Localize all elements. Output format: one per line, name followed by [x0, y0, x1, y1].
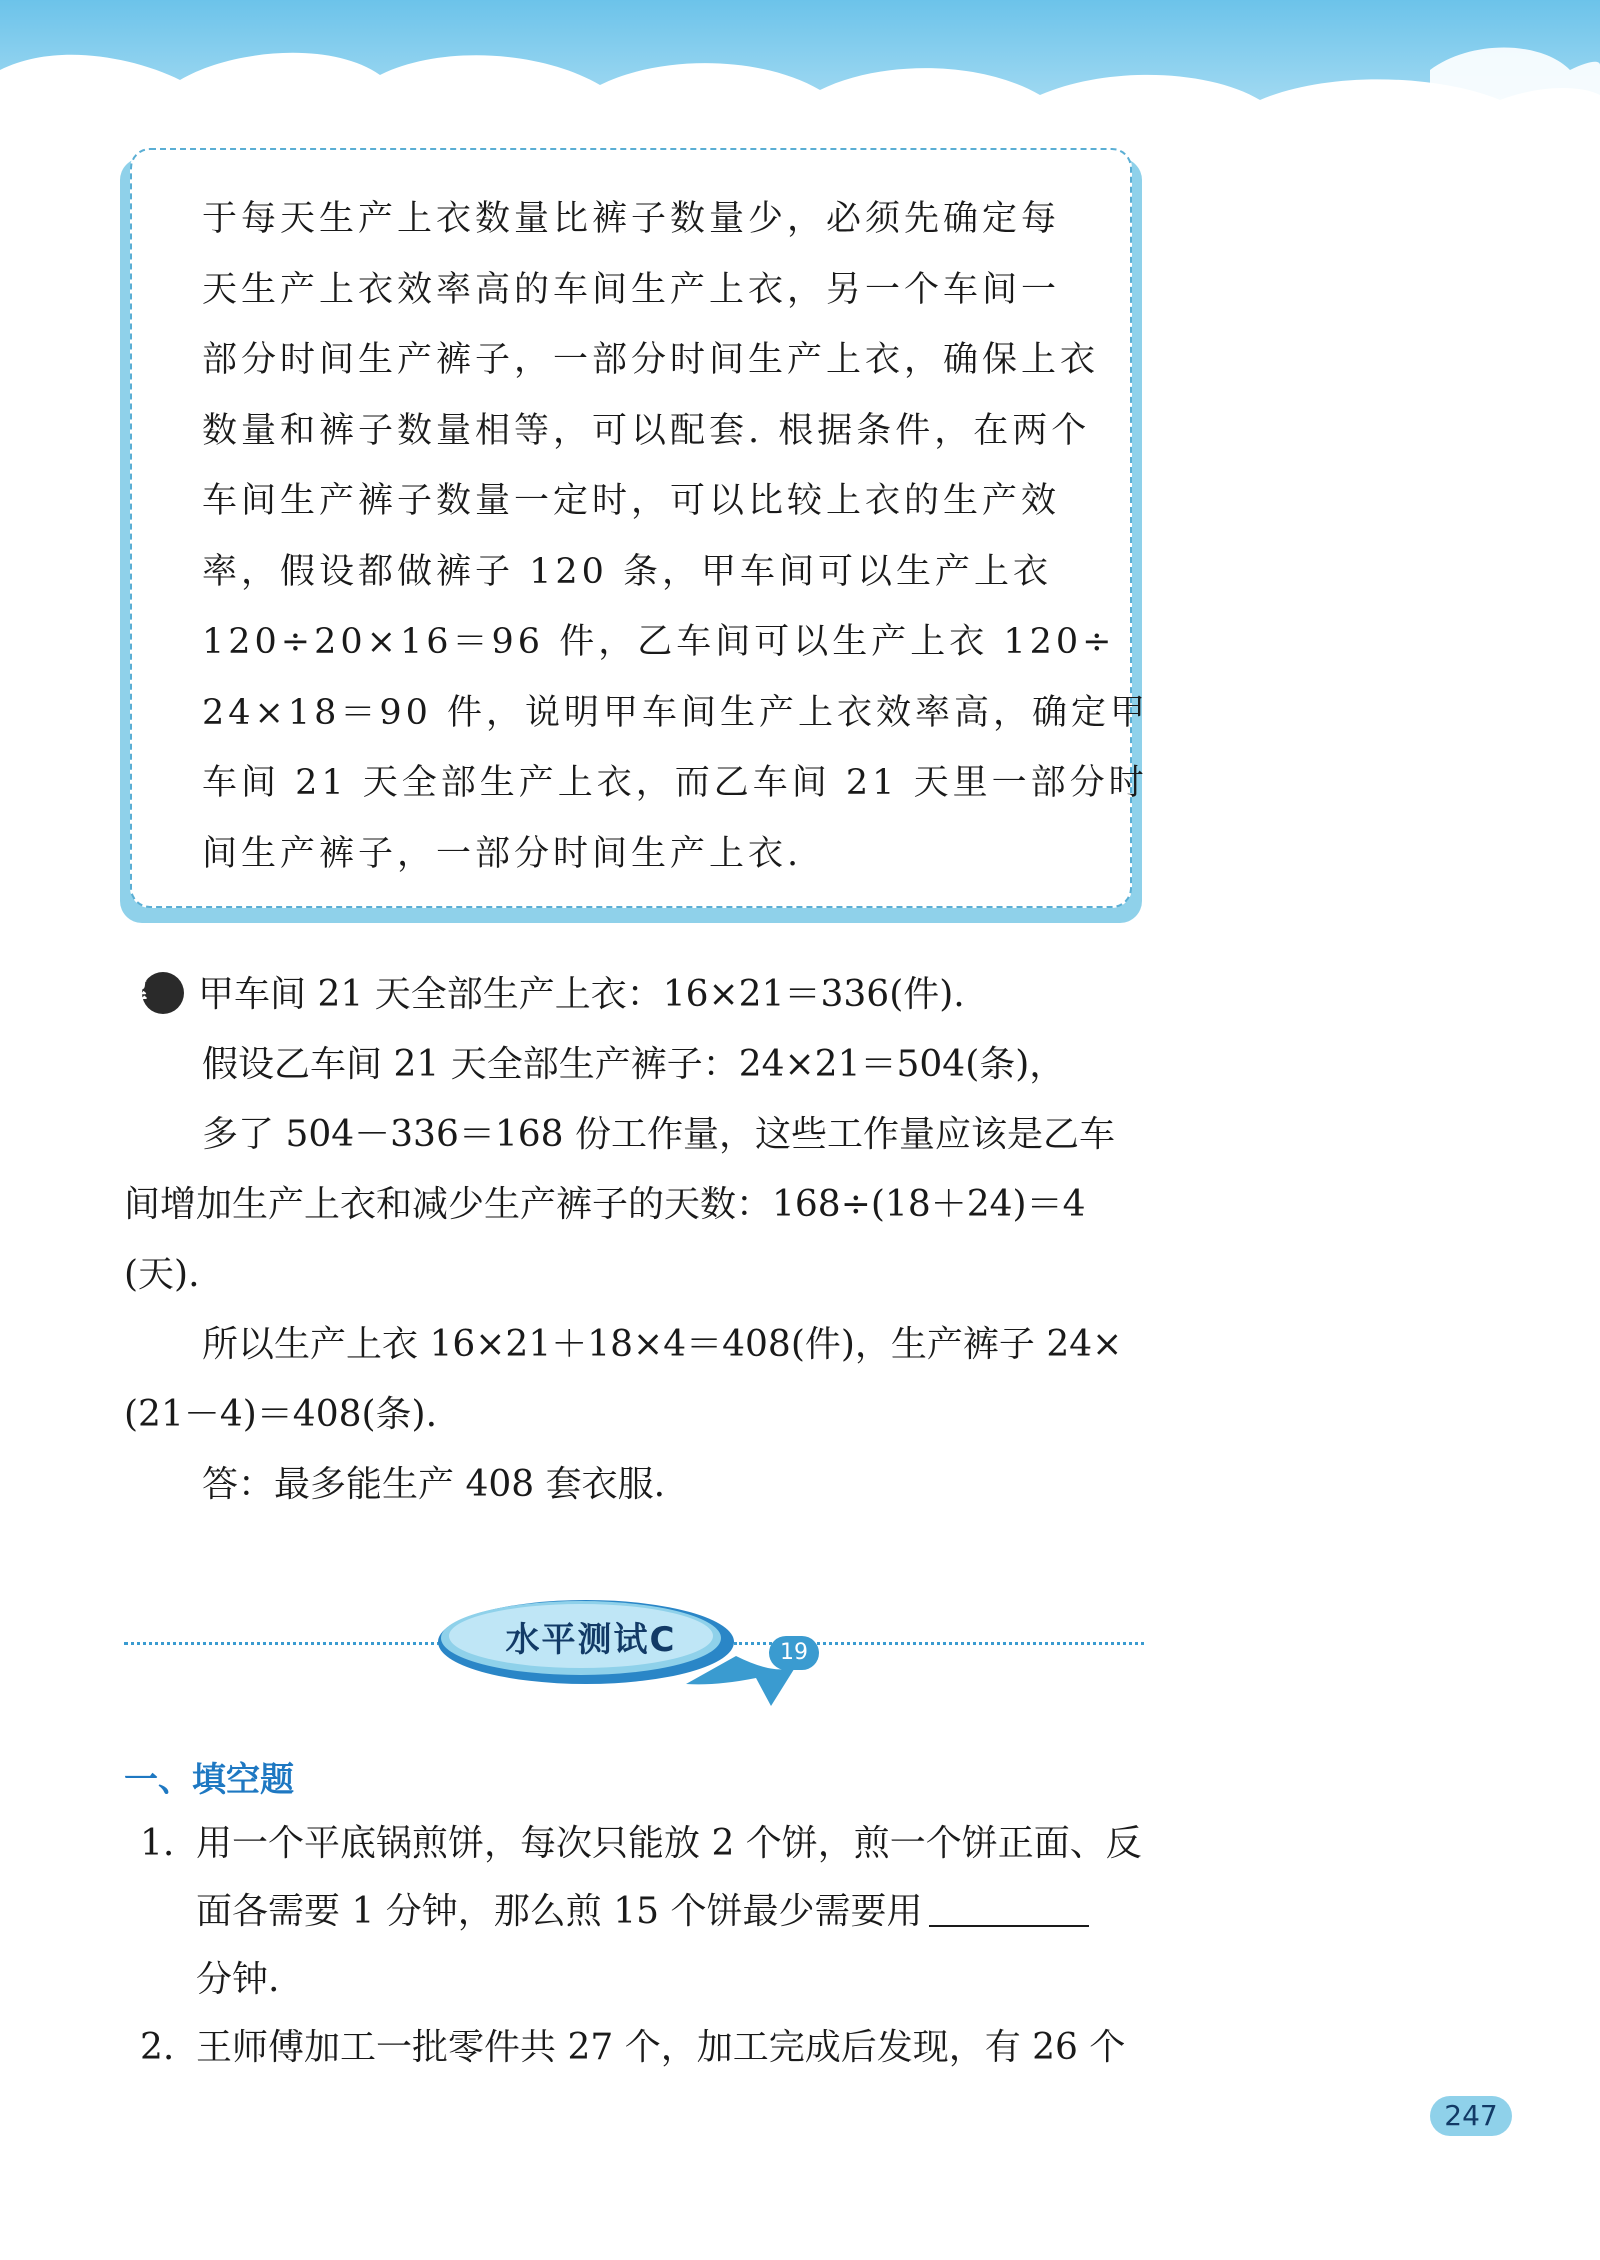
- question-number: 2.: [140, 2027, 175, 2068]
- analysis-line: 天生产上衣效率高的车间生产上衣，另一个车间一: [202, 269, 1061, 310]
- answer-blank[interactable]: [929, 1889, 1089, 1927]
- analysis-line: 数量和裤子数量相等，可以配套. 根据条件，在两个: [202, 410, 1091, 451]
- analysis-line: 车间 21 天全部生产上衣，而乙车间 21 天里一部分时: [202, 763, 1148, 803]
- question-number: 1.: [140, 1823, 175, 1864]
- answer-line: 答：最多能生产 408 套衣服.: [202, 1464, 666, 1505]
- test-title: 水平测试C: [505, 1620, 677, 1660]
- question-text: 面各需要 1 分钟，那么煎 15 个饼最少需要用: [196, 1891, 923, 1932]
- analysis-line: 部分时间生产裤子，一部分时间生产上衣，确保上衣: [202, 340, 1100, 380]
- question-1: [140, 1810, 1150, 1878]
- analysis-box: [120, 148, 1150, 923]
- analysis-line: 24×18＝90 件，说明甲车间生产上衣效率高，确定甲: [202, 692, 1150, 733]
- analysis-line: 率，假设都做裤子 120 条，甲车间可以生产上衣: [202, 551, 1053, 592]
- solution-line: 甲车间 21 天全部生产上衣：16×21＝336(件).: [198, 974, 965, 1015]
- solution: [118, 960, 1154, 1520]
- test-number-badge: 19: [769, 1636, 819, 1670]
- question-text: 用一个平底锅煎饼，每次只能放 2 个饼，煎一个饼正面、反: [196, 1823, 1142, 1864]
- page-number: 247: [1430, 2096, 1512, 2136]
- test-pill: [446, 1602, 736, 1682]
- analysis-line: 于每天生产上衣数量比裤子数量少，必须先确定每: [202, 199, 1061, 239]
- section-title: 一、填空题: [124, 1760, 294, 1800]
- questions: [140, 1810, 1150, 2082]
- solution-line: 假设乙车间 21 天全部生产裤子：24×21＝504(条)，: [202, 1044, 1066, 1085]
- question-text: 分钟.: [196, 1959, 280, 2000]
- analysis-line: 120÷20×16＝96 件，乙车间可以生产上衣 120÷: [202, 622, 1116, 662]
- analysis-line: 车间生产裤子数量一定时，可以比较上衣的生产效: [202, 481, 1061, 521]
- question-1-line-2: [140, 1878, 1150, 1946]
- solution-line: (天).: [124, 1254, 200, 1295]
- test-header: [124, 1598, 1144, 1718]
- solution-line-1: [118, 960, 1154, 1030]
- solution-line: 多了 504－336＝168 份工作量，这些工作量应该是乙车: [202, 1114, 1116, 1155]
- solution-line: 所以生产上衣 16×21＋18×4＝408(件)，生产裤子 24×: [202, 1324, 1123, 1365]
- solution-line: 间增加生产上衣和减少生产裤子的天数：168÷(18＋24)＝4: [124, 1184, 1086, 1225]
- question-2: [140, 2014, 1150, 2082]
- analysis-text: [202, 184, 1150, 889]
- dotted-divider-left: [124, 1642, 454, 1645]
- solution-line: (21－4)＝408(条).: [124, 1394, 438, 1435]
- question-text: 王师傅加工一批零件共 27 个，加工完成后发现，有 26 个: [196, 2027, 1126, 2068]
- sky-banner: [0, 0, 1600, 160]
- solution-badge: 解: [142, 972, 184, 1014]
- analysis-line: 间生产裤子，一部分时间生产上衣.: [202, 833, 803, 874]
